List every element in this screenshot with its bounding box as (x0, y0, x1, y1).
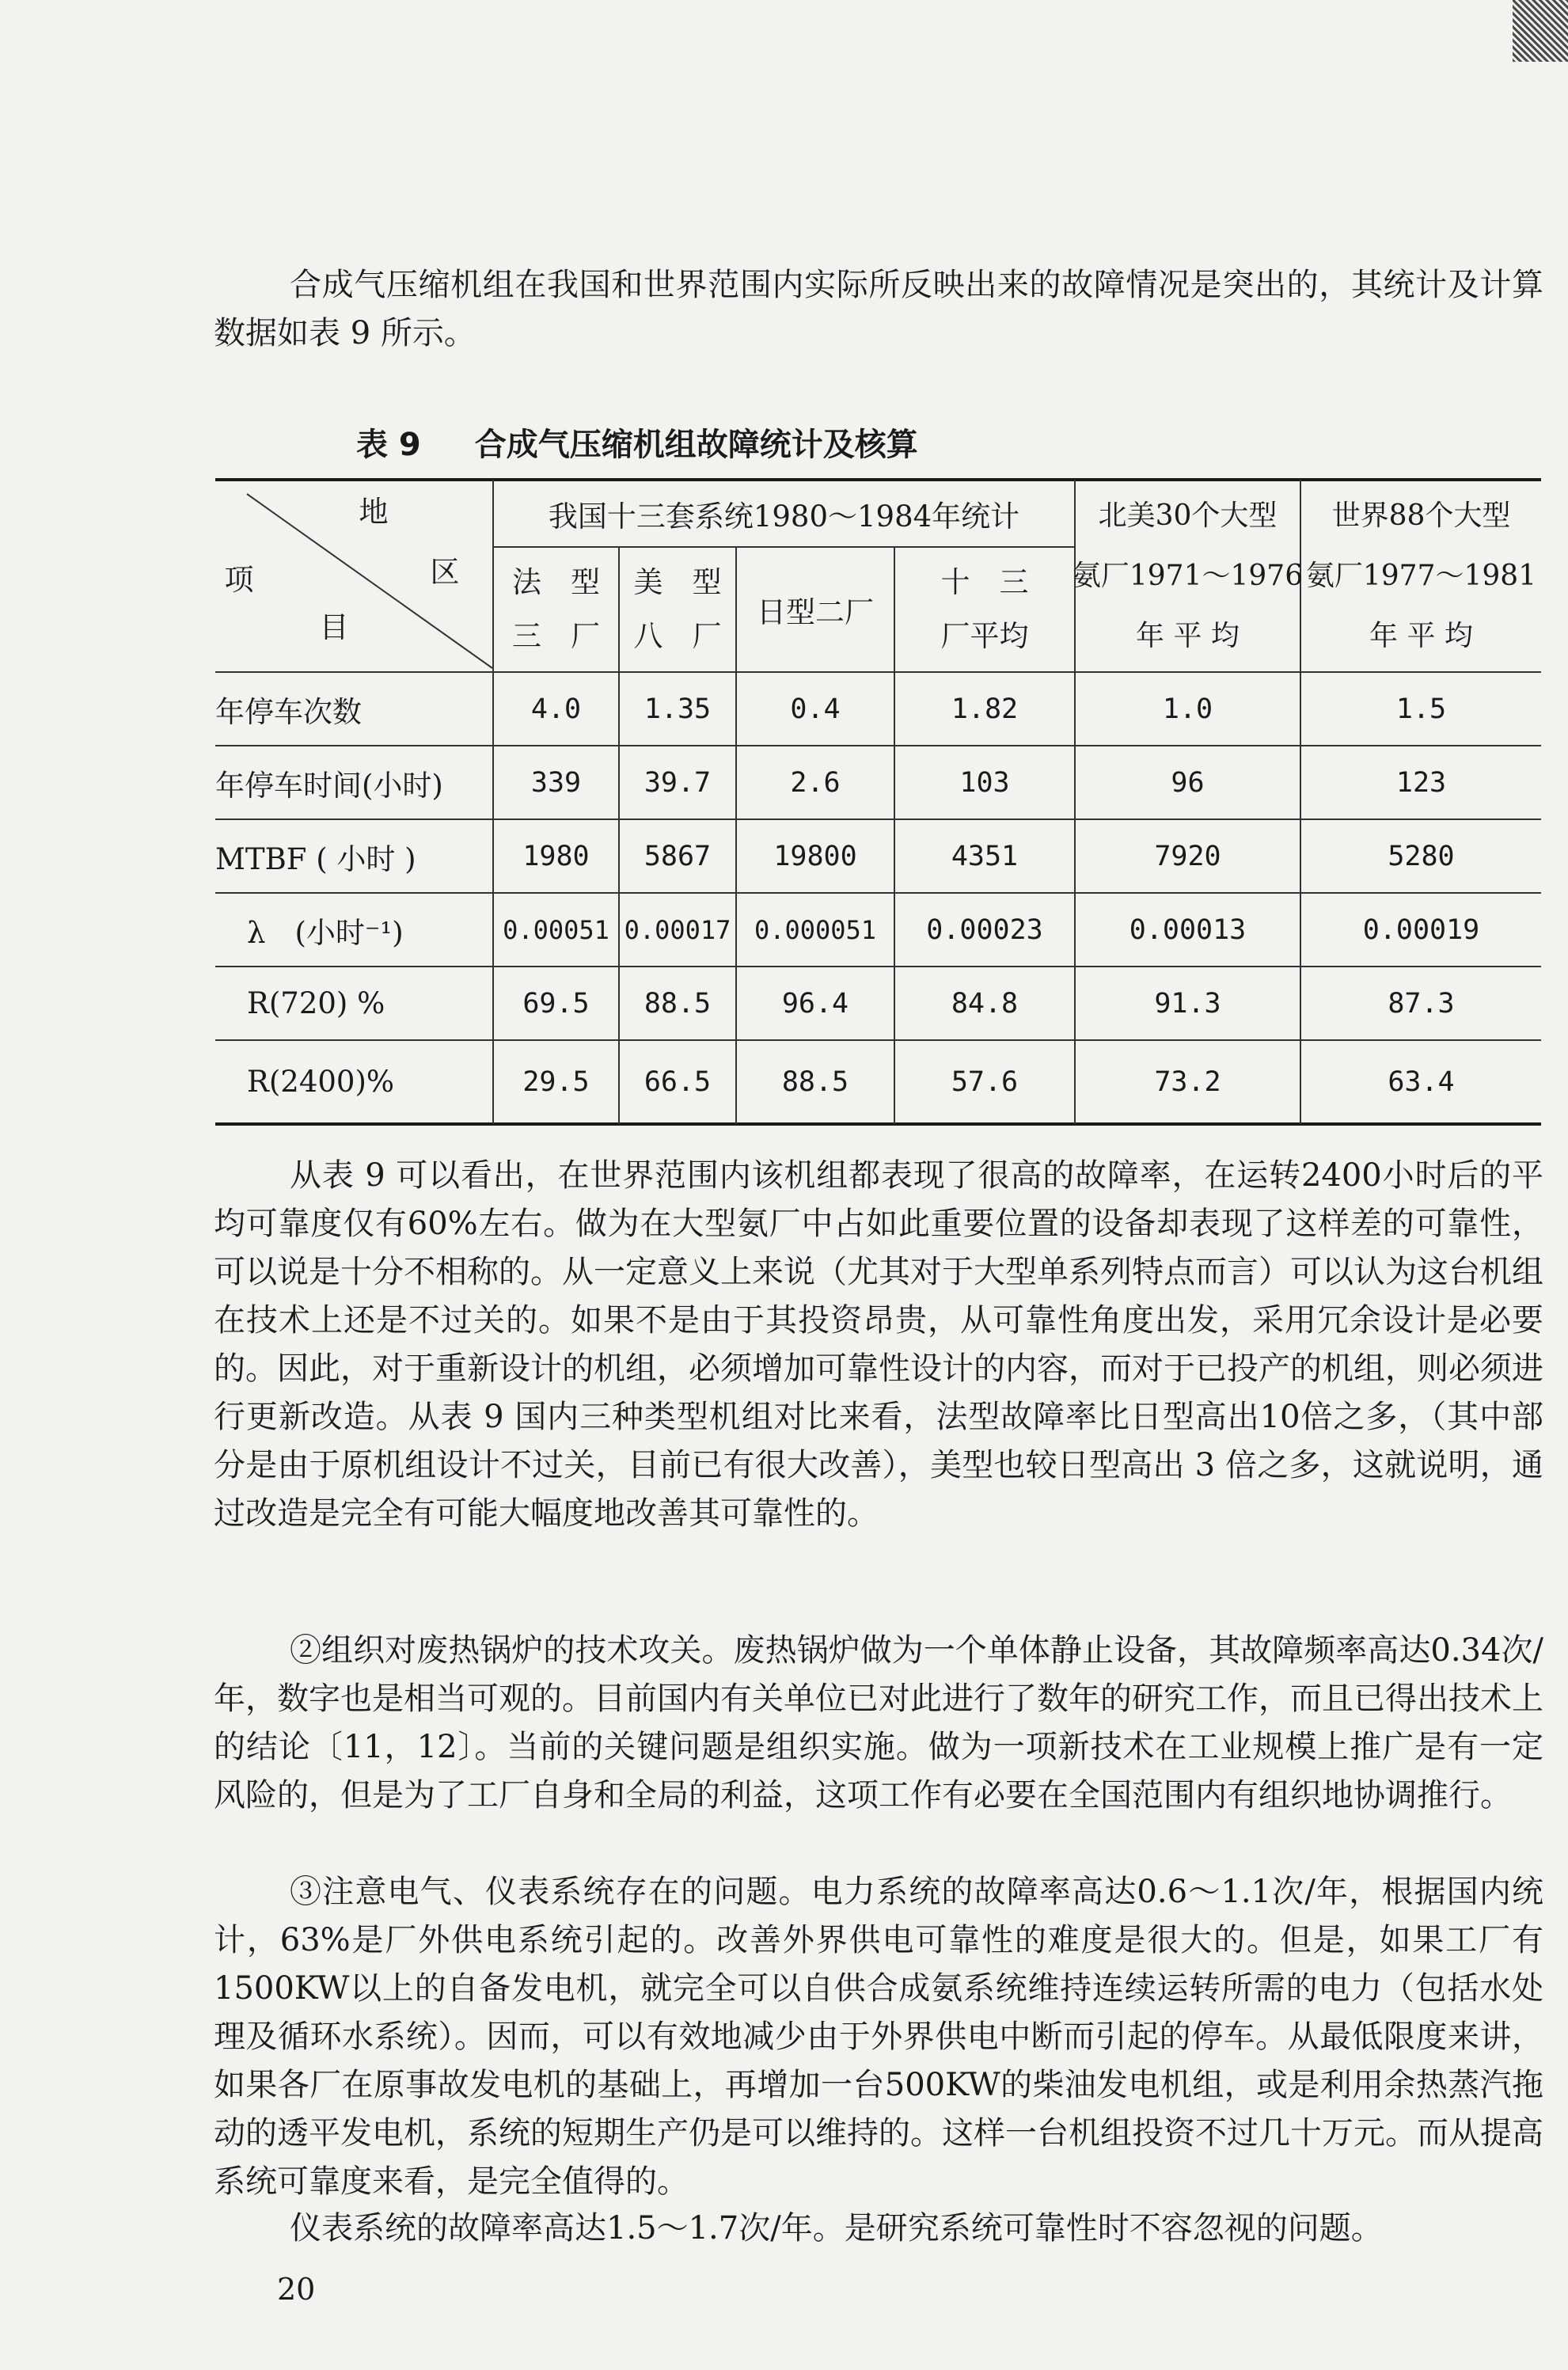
header-north-america (1072, 481, 1304, 671)
page-number: 20 (277, 2272, 316, 2307)
table-cell: 39.7 (644, 766, 712, 799)
table-cell: 63.4 (1388, 1065, 1455, 1098)
instrument-system-paragraph: 仪表系统的故障率高达1.5～1.7次/年。是研究系统可靠性时不容忽视的问题。 (290, 2210, 1383, 2247)
row-label: 年停车次数 (215, 694, 362, 729)
electrical-system-paragraph: ③注意电气、仪表系统存在的问题。电力系统的故障率高达0.6～1.1次/年，根据国内统计，63%是厂外供电系统引起的。改善外界供电可靠性的难度是很大的。但是，如果工厂有1500KW以上的自备发电机，就完全可以自供合成氨系统维持连续运转所需的电力（包括水处理及循环水系统）。因而，可以有效地减少由于外界供电中断而引起的停车。从最低限度来讲，如果各厂在原事故发电机的基础上，再增加一台500KW的柴油发电机组，或是利用余热蒸汽拖动的透平发电机，系统的短期生产仍是可以维持的。这样一台机组投资不过几十万元。而从提高系统可靠度来看，是完全值得的。 (214, 1874, 1543, 2200)
table-cell: 66.5 (644, 1065, 712, 1098)
table-cell: 69.5 (522, 987, 590, 1020)
table-cell: 0.00017 (624, 914, 731, 945)
table-cell: 1.35 (644, 693, 712, 725)
header-na-line3: 年 平 均 (1136, 620, 1240, 652)
waste-heat-boiler-paragraph: ②组织对废热锅炉的技术攻关。废热锅炉做为一个单体静止设备，其故障频率高达0.34次/年，数字也是相当可观的。目前国内有关单位已对此进行了数年的研究工作，而且已得出技术上的结论〔11，12〕。当前的关键问题是组织实施。做为一项新技术在工业规模上推广是有一定风险的，但是为了工厂自身和全局的利益，这项工作有必要在全国范围内有组织地协调推行。 (214, 1632, 1543, 1814)
row-label: 年停车时间(小时) (215, 768, 443, 803)
table-cell: 0.4 (790, 693, 841, 725)
header-average-line1: 十 三 (940, 565, 1029, 599)
table-cell: 0.00023 (926, 913, 1043, 946)
row-label: λ (小时⁻¹) (247, 915, 404, 950)
table-cell: 29.5 (522, 1065, 590, 1098)
table-caption (356, 420, 918, 465)
table-cell: 1.0 (1162, 693, 1213, 725)
table-cell: 1980 (522, 840, 590, 872)
table-caption-number: 表 9 (356, 427, 421, 463)
table-cell: 0.00019 (1362, 913, 1480, 946)
table-caption-title: 合成气压缩机组故障统计及核算 (474, 427, 918, 463)
scan-edge-noise (1513, 0, 1568, 62)
table-bottom-rule (215, 1122, 1541, 1126)
table-cell: 123 (1395, 766, 1447, 799)
corner-zone-label: 区 (430, 555, 460, 589)
table-cell: 88.5 (781, 1065, 849, 1098)
table-cell: 0.00013 (1129, 913, 1247, 946)
table-cell: 103 (959, 766, 1010, 799)
header-world-line1: 世界88个大型 (1331, 499, 1511, 532)
table-cell: 91.3 (1154, 987, 1221, 1020)
header-na-line1: 北美30个大型 (1098, 499, 1278, 532)
header-world-line3: 年 平 均 (1369, 620, 1473, 652)
table-cell: 339 (530, 766, 582, 799)
header-world-line2: 氨厂1977～1981 (1305, 560, 1537, 592)
header-china-group: 我国十三套系统1980～1984年统计 (548, 499, 1020, 534)
table-cell: 96.4 (781, 987, 849, 1020)
corner-region-label: 地 (359, 495, 389, 529)
table-cell: 87.3 (1388, 987, 1455, 1020)
header-na-line2: 氨厂1971～1976 (1072, 560, 1304, 592)
table-cell: 1.5 (1395, 693, 1447, 725)
header-japan-type: 日型二厂 (757, 595, 874, 629)
header-thirteen-average (895, 548, 1074, 671)
header-french-line2: 三 厂 (512, 619, 600, 653)
table-cell: 0.00051 (503, 914, 609, 945)
table-cell: 7920 (1154, 840, 1221, 872)
table-cell: 5867 (644, 840, 712, 872)
analysis-paragraph: 从表 9 可以看出，在世界范围内该机组都表现了很高的故障率，在运转2400小时后的平均可靠度仅有60%左右。做为在大型氨厂中占如此重要位置的设备却表现了这样差的可靠性，可以说是十分不相称的。从一定意义上来说（尤其对于大型单系列特点而言）可以认为这台机组在技术上还是不过关的。如果不是由于其投资昂贵，从可靠性角度出发，采用冗余设计是必要的。因此，对于重新设计的机组，必须增加可靠性设计的内容，而对于已投产的机组，则必须进行更新改造。从表 9 国内三种类型机组对比来看，法型故障率比日型高出10倍之多，（其中部分是由于原机组设计不过关，目前已有很大改善），美型也较日型高出 3 倍之多，这就说明，通过改造是完全有可能大幅度地改善其可靠性的。 (214, 1157, 1543, 1532)
header-french-type (494, 548, 618, 671)
table-cell: 19800 (773, 840, 857, 872)
fault-statistics-table (215, 478, 1541, 1126)
table-cell: 4351 (951, 840, 1019, 872)
header-us-line2: 八 厂 (633, 619, 722, 653)
table-cell: 84.8 (951, 987, 1019, 1020)
header-average-line2: 厂平均 (940, 619, 1029, 653)
row-label: R(720) % (247, 986, 385, 1020)
corner-eye-label: 目 (319, 610, 349, 644)
table-cell: 1.82 (951, 693, 1019, 725)
header-french-line1: 法 型 (512, 565, 600, 599)
table-cell: 4.0 (530, 693, 582, 725)
table-cell: 2.6 (790, 766, 841, 799)
corner-item-label: 项 (224, 563, 254, 597)
table-cell: 5280 (1388, 840, 1455, 872)
table-cell: 73.2 (1154, 1065, 1221, 1098)
table-cell: 96 (1171, 766, 1205, 799)
header-world (1301, 481, 1541, 671)
row-label: MTBF ( 小时 ) (215, 841, 416, 876)
table-cell: 0.000051 (754, 914, 877, 945)
table-cell: 57.6 (951, 1065, 1019, 1098)
header-us-line1: 美 型 (633, 565, 722, 599)
header-us-type (620, 548, 735, 671)
table-cell: 88.5 (644, 987, 712, 1020)
intro-paragraph: 合成气压缩机组在我国和世界范围内实际所反映出来的故障情况是突出的，其统计及计算数据如表 9 所示。 (214, 267, 1543, 351)
row-label: R(2400)% (247, 1065, 395, 1099)
